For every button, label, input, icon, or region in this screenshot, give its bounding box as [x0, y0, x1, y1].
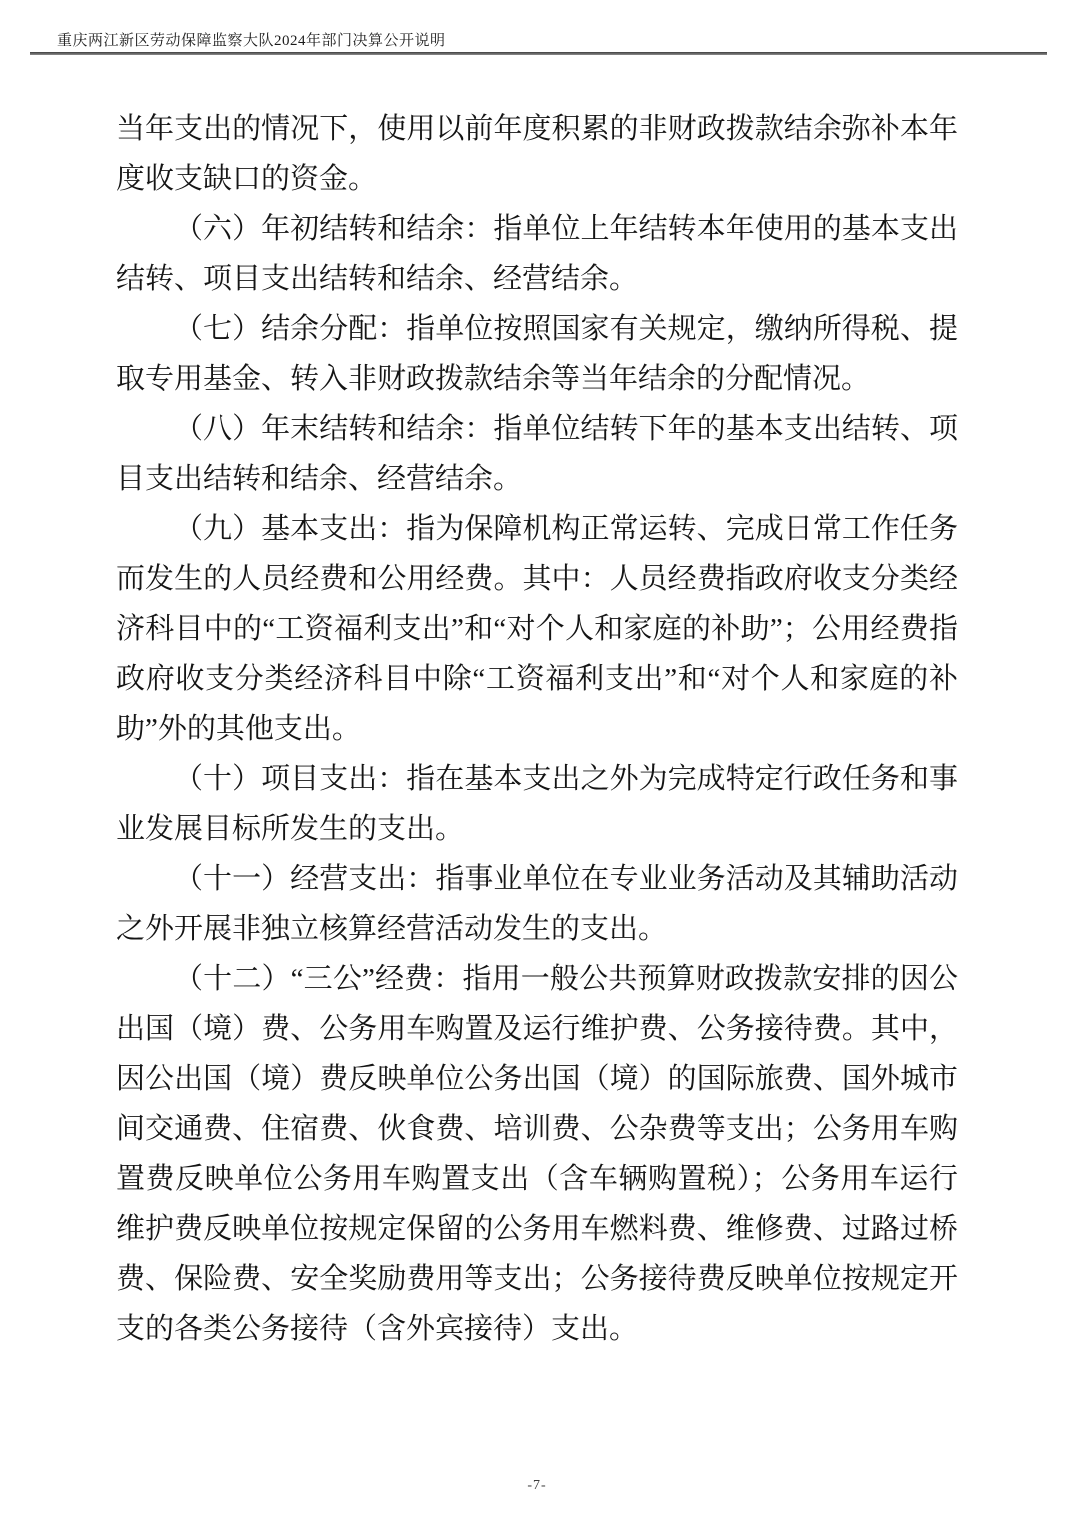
paragraph-item-10: （十）项目支出：指在基本支出之外为完成特定行政任务和事业发展目标所发生的支出。 — [116, 763, 958, 845]
document-body — [116, 104, 958, 1354]
paragraph-item-11: （十一）经营支出：指事业单位在专业业务活动及其辅助活动之外开展非独立核算经营活动发生的支出。 — [116, 863, 958, 945]
header-divider — [30, 52, 1047, 55]
paragraph-item-6: （六）年初结转和结余：指单位上年结转本年使用的基本支出结转、项目支出结转和结余、经营结余。 — [116, 213, 958, 295]
paragraph-item-12: （十二）“三公”经费：指用一般公共预算财政拨款安排的因公出国（境）费、公务用车购置及运行维护费、公务接待费。其中，因公出国（境）费反映单位公务出国（境）的国际旅费、国外城市间交通费、住宿费、伙食费、培训费、公杂费等支出；公务用车购置费反映单位公务用车购置支出（含车辆购置税）；公务用车运行维护费反映单位按规定保留的公务用车燃料费、维修费、过路过桥费、保险费、安全奖励费用等支出；公务接待费反映单位按规定开支的各类公务接待（含外宾接待）支出。 — [116, 963, 958, 1345]
page-number: -7- — [527, 1478, 547, 1493]
paragraph-continuation: 当年支出的情况下，使用以前年度积累的非财政拨款结余弥补本年度收支缺口的资金。 — [116, 113, 958, 195]
paragraph-item-8: （八）年末结转和结余：指单位结转下年的基本支出结转、项目支出结转和结余、经营结余。 — [116, 413, 958, 495]
page-header-title: 重庆两江新区劳动保障监察大队2024年部门决算公开说明 — [57, 33, 446, 49]
paragraph-item-9: （九）基本支出：指为保障机构正常运转、完成日常工作任务而发生的人员经费和公用经费。其中：人员经费指政府收支分类经济科目中的“工资福利支出”和“对个人和家庭的补助”；公用经费指政府收支分类经济科目中除“工资福利支出”和“对个人和家庭的补助”外的其他支出。 — [116, 513, 958, 745]
paragraph-item-7: （七）结余分配：指单位按照国家有关规定，缴纳所得税、提取专用基金、转入非财政拨款结余等当年结余的分配情况。 — [116, 313, 958, 395]
